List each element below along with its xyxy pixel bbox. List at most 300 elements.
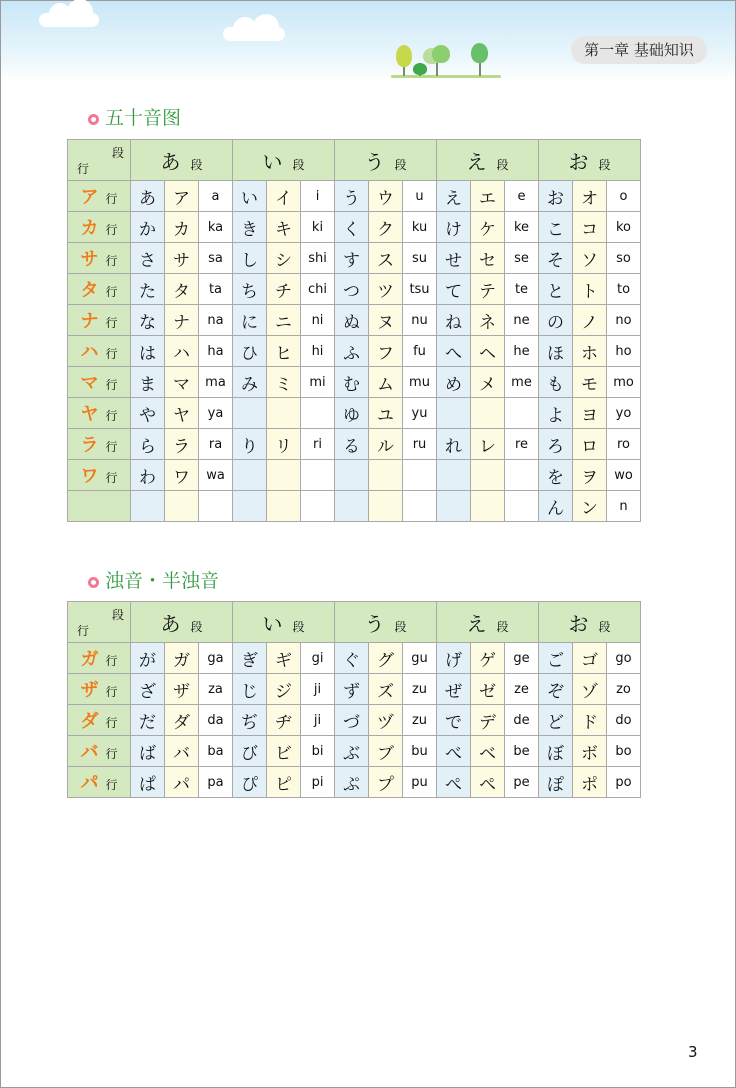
katakana-cell: ソ bbox=[573, 243, 607, 274]
katakana-cell: サ bbox=[165, 243, 199, 274]
romaji-cell: ra bbox=[199, 429, 233, 460]
row-header-gyo bbox=[68, 643, 131, 674]
column-header-label: 段 bbox=[496, 619, 509, 634]
row-header-label: 行 bbox=[105, 347, 118, 361]
table-row bbox=[68, 305, 641, 336]
katakana-cell: ワ bbox=[165, 460, 199, 491]
column-header-dan bbox=[233, 140, 335, 181]
hiragana-cell: け bbox=[437, 212, 471, 243]
chapter-tab: 第一章 基础知识 bbox=[571, 36, 707, 64]
dakuon-table bbox=[67, 601, 641, 798]
romaji-cell: e bbox=[505, 181, 539, 212]
column-header-kana: い bbox=[262, 611, 283, 636]
romaji-cell: re bbox=[505, 429, 539, 460]
romaji-cell: bu bbox=[403, 736, 437, 767]
hiragana-cell: る bbox=[335, 429, 369, 460]
romaji-cell: gi bbox=[301, 643, 335, 674]
romaji-cell: ne bbox=[505, 305, 539, 336]
corner-gyo-label: 行 bbox=[77, 624, 90, 638]
table-row bbox=[68, 736, 641, 767]
hiragana-cell: せ bbox=[437, 243, 471, 274]
katakana-cell: ツ bbox=[369, 274, 403, 305]
romaji-cell: ku bbox=[403, 212, 437, 243]
katakana-cell: パ bbox=[165, 767, 199, 798]
column-header-kana: お bbox=[568, 149, 589, 174]
romaji-cell: ga bbox=[199, 643, 233, 674]
katakana-cell: プ bbox=[369, 767, 403, 798]
romaji-cell: mu bbox=[403, 367, 437, 398]
romaji-cell: ze bbox=[505, 674, 539, 705]
hiragana-cell: さ bbox=[131, 243, 165, 274]
row-header-kana: ガ bbox=[80, 649, 99, 670]
hiragana-cell: ば bbox=[131, 736, 165, 767]
katakana-cell: ベ bbox=[471, 736, 505, 767]
table-corner-header bbox=[68, 140, 131, 181]
romaji-cell bbox=[301, 398, 335, 429]
row-header-label: 行 bbox=[105, 471, 118, 485]
hiragana-cell: ろ bbox=[539, 429, 573, 460]
hiragana-cell: ゆ bbox=[335, 398, 369, 429]
grass-strip bbox=[391, 75, 501, 78]
romaji-cell: fu bbox=[403, 336, 437, 367]
romaji-cell: ho bbox=[607, 336, 641, 367]
hiragana-cell: く bbox=[335, 212, 369, 243]
hiragana-cell bbox=[437, 398, 471, 429]
romaji-cell: wa bbox=[199, 460, 233, 491]
romaji-cell: ka bbox=[199, 212, 233, 243]
row-header-label: 行 bbox=[105, 254, 118, 268]
katakana-cell: フ bbox=[369, 336, 403, 367]
katakana-cell: ゾ bbox=[573, 674, 607, 705]
hiragana-cell: で bbox=[437, 705, 471, 736]
corner-dan-label: 段 bbox=[111, 146, 124, 160]
romaji-cell bbox=[301, 460, 335, 491]
katakana-cell bbox=[267, 460, 301, 491]
hiragana-cell bbox=[335, 460, 369, 491]
hiragana-cell: り bbox=[233, 429, 267, 460]
katakana-cell: エ bbox=[471, 181, 505, 212]
row-header-gyo bbox=[68, 767, 131, 798]
hiragana-cell: ら bbox=[131, 429, 165, 460]
hiragana-cell: び bbox=[233, 736, 267, 767]
hiragana-cell: や bbox=[131, 398, 165, 429]
corner-dan-label: 段 bbox=[111, 608, 124, 622]
katakana-cell: ミ bbox=[267, 367, 301, 398]
row-header-label: 行 bbox=[105, 685, 118, 699]
romaji-cell: zu bbox=[403, 705, 437, 736]
table-row bbox=[68, 398, 641, 429]
romaji-cell: ge bbox=[505, 643, 539, 674]
romaji-cell: to bbox=[607, 274, 641, 305]
table-row bbox=[68, 643, 641, 674]
hiragana-cell: み bbox=[233, 367, 267, 398]
katakana-cell: ル bbox=[369, 429, 403, 460]
hiragana-cell: ふ bbox=[335, 336, 369, 367]
romaji-cell: zu bbox=[403, 674, 437, 705]
romaji-cell: a bbox=[199, 181, 233, 212]
romaji-cell: gu bbox=[403, 643, 437, 674]
hiragana-cell bbox=[233, 460, 267, 491]
katakana-cell: カ bbox=[165, 212, 199, 243]
column-header-dan bbox=[539, 140, 641, 181]
katakana-cell: ザ bbox=[165, 674, 199, 705]
hiragana-cell: だ bbox=[131, 705, 165, 736]
hiragana-cell: ほ bbox=[539, 336, 573, 367]
katakana-cell: ト bbox=[573, 274, 607, 305]
romaji-cell: te bbox=[505, 274, 539, 305]
katakana-cell: ヒ bbox=[267, 336, 301, 367]
romaji-cell: pi bbox=[301, 767, 335, 798]
romaji-cell bbox=[199, 491, 233, 522]
romaji-cell: ya bbox=[199, 398, 233, 429]
katakana-cell: ム bbox=[369, 367, 403, 398]
katakana-cell: ペ bbox=[471, 767, 505, 798]
row-header-kana: ハ bbox=[80, 342, 99, 363]
hiragana-cell: ぎ bbox=[233, 643, 267, 674]
column-header-label: 段 bbox=[190, 619, 203, 634]
row-header-kana: ア bbox=[80, 187, 99, 208]
dakuon-title bbox=[88, 569, 219, 593]
romaji-cell: go bbox=[607, 643, 641, 674]
romaji-cell bbox=[403, 460, 437, 491]
row-header-label: 行 bbox=[105, 778, 118, 792]
column-header-kana: え bbox=[466, 149, 487, 174]
katakana-cell: オ bbox=[573, 181, 607, 212]
hiragana-cell: を bbox=[539, 460, 573, 491]
hiragana-cell: ぞ bbox=[539, 674, 573, 705]
katakana-cell: ナ bbox=[165, 305, 199, 336]
hiragana-cell: ぜ bbox=[437, 674, 471, 705]
row-header-kana: ザ bbox=[80, 680, 99, 701]
row-header-label: 行 bbox=[105, 747, 118, 761]
romaji-cell: ji bbox=[301, 674, 335, 705]
dakuon-title-text: 浊音・半浊音 bbox=[105, 570, 220, 592]
romaji-cell: ma bbox=[199, 367, 233, 398]
katakana-cell: ブ bbox=[369, 736, 403, 767]
hiragana-cell: い bbox=[233, 181, 267, 212]
romaji-cell: bi bbox=[301, 736, 335, 767]
hiragana-cell: ぶ bbox=[335, 736, 369, 767]
romaji-cell: ke bbox=[505, 212, 539, 243]
hiragana-cell: ぴ bbox=[233, 767, 267, 798]
romaji-cell: ro bbox=[607, 429, 641, 460]
katakana-cell: ジ bbox=[267, 674, 301, 705]
hiragana-cell: ひ bbox=[233, 336, 267, 367]
romaji-cell: tsu bbox=[403, 274, 437, 305]
katakana-cell: ズ bbox=[369, 674, 403, 705]
hiragana-cell bbox=[437, 460, 471, 491]
hiragana-cell: ち bbox=[233, 274, 267, 305]
row-header-kana: ダ bbox=[80, 711, 99, 732]
column-header-kana: う bbox=[364, 149, 385, 174]
romaji-cell: mi bbox=[301, 367, 335, 398]
romaji-cell bbox=[301, 491, 335, 522]
hiragana-cell: た bbox=[131, 274, 165, 305]
hiragana-cell: す bbox=[335, 243, 369, 274]
katakana-cell: テ bbox=[471, 274, 505, 305]
hiragana-cell: ど bbox=[539, 705, 573, 736]
row-header-kana: タ bbox=[80, 280, 99, 301]
romaji-cell: be bbox=[505, 736, 539, 767]
row-header-label: 行 bbox=[105, 192, 118, 206]
row-header-gyo bbox=[68, 212, 131, 243]
column-header-dan bbox=[437, 140, 539, 181]
row-header-label: 行 bbox=[105, 223, 118, 237]
table-row bbox=[68, 243, 641, 274]
hiragana-cell: む bbox=[335, 367, 369, 398]
row-header-kana: ワ bbox=[80, 466, 99, 487]
romaji-cell: pa bbox=[199, 767, 233, 798]
romaji-cell bbox=[505, 398, 539, 429]
romaji-cell: zo bbox=[607, 674, 641, 705]
katakana-cell: ヨ bbox=[573, 398, 607, 429]
table-row bbox=[68, 460, 641, 491]
column-header-dan bbox=[335, 602, 437, 643]
romaji-cell: bo bbox=[607, 736, 641, 767]
katakana-cell: ウ bbox=[369, 181, 403, 212]
hiragana-cell: ぽ bbox=[539, 767, 573, 798]
gojuon-title bbox=[88, 106, 181, 130]
romaji-cell: nu bbox=[403, 305, 437, 336]
romaji-cell: do bbox=[607, 705, 641, 736]
katakana-cell: ヅ bbox=[369, 705, 403, 736]
katakana-cell: デ bbox=[471, 705, 505, 736]
katakana-cell: ニ bbox=[267, 305, 301, 336]
hiragana-cell: う bbox=[335, 181, 369, 212]
romaji-cell: chi bbox=[301, 274, 335, 305]
romaji-cell: po bbox=[607, 767, 641, 798]
hiragana-cell: か bbox=[131, 212, 165, 243]
romaji-cell: ko bbox=[607, 212, 641, 243]
hiragana-cell: じ bbox=[233, 674, 267, 705]
katakana-cell: セ bbox=[471, 243, 505, 274]
column-header-dan bbox=[131, 140, 233, 181]
circle-bullet-icon bbox=[88, 577, 99, 588]
hiragana-cell bbox=[437, 491, 471, 522]
katakana-cell: ア bbox=[165, 181, 199, 212]
katakana-cell: ゲ bbox=[471, 643, 505, 674]
table-corner-header bbox=[68, 602, 131, 643]
romaji-cell: yu bbox=[403, 398, 437, 429]
katakana-cell bbox=[267, 491, 301, 522]
katakana-cell: ノ bbox=[573, 305, 607, 336]
hiragana-cell bbox=[335, 491, 369, 522]
column-header-label: 段 bbox=[394, 619, 407, 634]
romaji-cell: ru bbox=[403, 429, 437, 460]
row-header-label: 行 bbox=[105, 716, 118, 730]
katakana-cell: リ bbox=[267, 429, 301, 460]
katakana-cell: チ bbox=[267, 274, 301, 305]
hiragana-cell: ぼ bbox=[539, 736, 573, 767]
row-header-kana: カ bbox=[80, 218, 99, 239]
katakana-cell: メ bbox=[471, 367, 505, 398]
romaji-cell: mo bbox=[607, 367, 641, 398]
hiragana-cell: し bbox=[233, 243, 267, 274]
katakana-cell bbox=[471, 491, 505, 522]
katakana-cell: ラ bbox=[165, 429, 199, 460]
katakana-cell: ボ bbox=[573, 736, 607, 767]
hiragana-cell: そ bbox=[539, 243, 573, 274]
column-header-kana: あ bbox=[160, 611, 181, 636]
row-header-kana: バ bbox=[80, 742, 99, 763]
row-header-gyo bbox=[68, 491, 131, 522]
hiragana-cell: ぢ bbox=[233, 705, 267, 736]
katakana-cell: レ bbox=[471, 429, 505, 460]
romaji-cell: ri bbox=[301, 429, 335, 460]
romaji-cell bbox=[505, 491, 539, 522]
column-header-label: 段 bbox=[190, 157, 203, 172]
katakana-cell: ビ bbox=[267, 736, 301, 767]
katakana-cell bbox=[165, 491, 199, 522]
katakana-cell: ス bbox=[369, 243, 403, 274]
hiragana-cell: こ bbox=[539, 212, 573, 243]
hiragana-cell: げ bbox=[437, 643, 471, 674]
katakana-cell: ダ bbox=[165, 705, 199, 736]
romaji-cell: ha bbox=[199, 336, 233, 367]
hiragana-cell: ぷ bbox=[335, 767, 369, 798]
hiragana-cell: と bbox=[539, 274, 573, 305]
romaji-cell: no bbox=[607, 305, 641, 336]
katakana-cell: ガ bbox=[165, 643, 199, 674]
hiragana-cell: づ bbox=[335, 705, 369, 736]
row-header-kana: マ bbox=[80, 373, 99, 394]
romaji-cell: ji bbox=[301, 705, 335, 736]
column-header-dan bbox=[437, 602, 539, 643]
romaji-cell: wo bbox=[607, 460, 641, 491]
cloud-middle bbox=[223, 27, 285, 41]
katakana-cell: キ bbox=[267, 212, 301, 243]
row-header-gyo bbox=[68, 460, 131, 491]
hiragana-cell: な bbox=[131, 305, 165, 336]
row-header-kana: ラ bbox=[80, 435, 99, 456]
row-header-gyo bbox=[68, 243, 131, 274]
katakana-cell: ロ bbox=[573, 429, 607, 460]
column-header-dan bbox=[131, 602, 233, 643]
katakana-cell: ホ bbox=[573, 336, 607, 367]
katakana-cell: ク bbox=[369, 212, 403, 243]
katakana-cell: イ bbox=[267, 181, 301, 212]
romaji-cell: za bbox=[199, 674, 233, 705]
romaji-cell: hi bbox=[301, 336, 335, 367]
table-row bbox=[68, 767, 641, 798]
hiragana-cell: あ bbox=[131, 181, 165, 212]
katakana-cell: ピ bbox=[267, 767, 301, 798]
hiragana-cell: め bbox=[437, 367, 471, 398]
katakana-cell: ヤ bbox=[165, 398, 199, 429]
katakana-cell: コ bbox=[573, 212, 607, 243]
circle-bullet-icon bbox=[88, 114, 99, 125]
column-header-label: 段 bbox=[292, 157, 305, 172]
katakana-cell: ド bbox=[573, 705, 607, 736]
row-header-gyo bbox=[68, 367, 131, 398]
romaji-cell: u bbox=[403, 181, 437, 212]
romaji-cell: da bbox=[199, 705, 233, 736]
katakana-cell: ハ bbox=[165, 336, 199, 367]
romaji-cell: he bbox=[505, 336, 539, 367]
romaji-cell bbox=[403, 491, 437, 522]
row-header-kana: ナ bbox=[80, 311, 99, 332]
katakana-cell bbox=[471, 398, 505, 429]
row-header-gyo bbox=[68, 305, 131, 336]
romaji-cell: ba bbox=[199, 736, 233, 767]
katakana-cell: ポ bbox=[573, 767, 607, 798]
table-row bbox=[68, 429, 641, 460]
row-header-gyo bbox=[68, 181, 131, 212]
row-header-kana: ヤ bbox=[80, 404, 99, 425]
row-header-label: 行 bbox=[105, 409, 118, 423]
row-header-kana: サ bbox=[80, 249, 99, 270]
table-row bbox=[68, 367, 641, 398]
hiragana-cell: ぬ bbox=[335, 305, 369, 336]
column-header-label: 段 bbox=[598, 619, 611, 634]
katakana-cell: ヂ bbox=[267, 705, 301, 736]
hiragana-cell: ね bbox=[437, 305, 471, 336]
hiragana-cell: ご bbox=[539, 643, 573, 674]
row-header-gyo bbox=[68, 274, 131, 305]
katakana-cell: グ bbox=[369, 643, 403, 674]
katakana-cell: マ bbox=[165, 367, 199, 398]
hiragana-cell: わ bbox=[131, 460, 165, 491]
hiragana-cell: き bbox=[233, 212, 267, 243]
column-header-kana: お bbox=[568, 611, 589, 636]
katakana-cell: ゼ bbox=[471, 674, 505, 705]
hiragana-cell: べ bbox=[437, 736, 471, 767]
romaji-cell: yo bbox=[607, 398, 641, 429]
hiragana-cell bbox=[233, 491, 267, 522]
katakana-cell: ヲ bbox=[573, 460, 607, 491]
hiragana-cell: が bbox=[131, 643, 165, 674]
table-row bbox=[68, 181, 641, 212]
row-header-label: 行 bbox=[105, 654, 118, 668]
column-header-label: 段 bbox=[598, 157, 611, 172]
hiragana-cell: ぺ bbox=[437, 767, 471, 798]
column-header-dan bbox=[233, 602, 335, 643]
romaji-cell: ta bbox=[199, 274, 233, 305]
row-header-gyo bbox=[68, 736, 131, 767]
romaji-cell: ki bbox=[301, 212, 335, 243]
corner-gyo-label: 行 bbox=[77, 162, 90, 176]
romaji-cell: so bbox=[607, 243, 641, 274]
hiragana-cell: ざ bbox=[131, 674, 165, 705]
gojuon-table bbox=[67, 139, 641, 522]
katakana-cell: ネ bbox=[471, 305, 505, 336]
romaji-cell: sa bbox=[199, 243, 233, 274]
row-header-label: 行 bbox=[105, 440, 118, 454]
column-header-kana: あ bbox=[160, 149, 181, 174]
column-header-kana: い bbox=[262, 149, 283, 174]
row-header-label: 行 bbox=[105, 378, 118, 392]
katakana-cell: モ bbox=[573, 367, 607, 398]
column-header-label: 段 bbox=[292, 619, 305, 634]
romaji-cell: pe bbox=[505, 767, 539, 798]
hiragana-cell: ぱ bbox=[131, 767, 165, 798]
romaji-cell: me bbox=[505, 367, 539, 398]
hiragana-cell: つ bbox=[335, 274, 369, 305]
row-header-label: 行 bbox=[105, 285, 118, 299]
table-row bbox=[68, 491, 641, 522]
hiragana-cell: え bbox=[437, 181, 471, 212]
romaji-cell: n bbox=[607, 491, 641, 522]
row-header-gyo bbox=[68, 336, 131, 367]
column-header-dan bbox=[335, 140, 437, 181]
katakana-cell: ゴ bbox=[573, 643, 607, 674]
cloud-left bbox=[39, 13, 99, 27]
column-header-label: 段 bbox=[394, 157, 407, 172]
row-header-kana: パ bbox=[80, 773, 99, 794]
romaji-cell: na bbox=[199, 305, 233, 336]
katakana-cell: ヘ bbox=[471, 336, 505, 367]
hiragana-cell: お bbox=[539, 181, 573, 212]
